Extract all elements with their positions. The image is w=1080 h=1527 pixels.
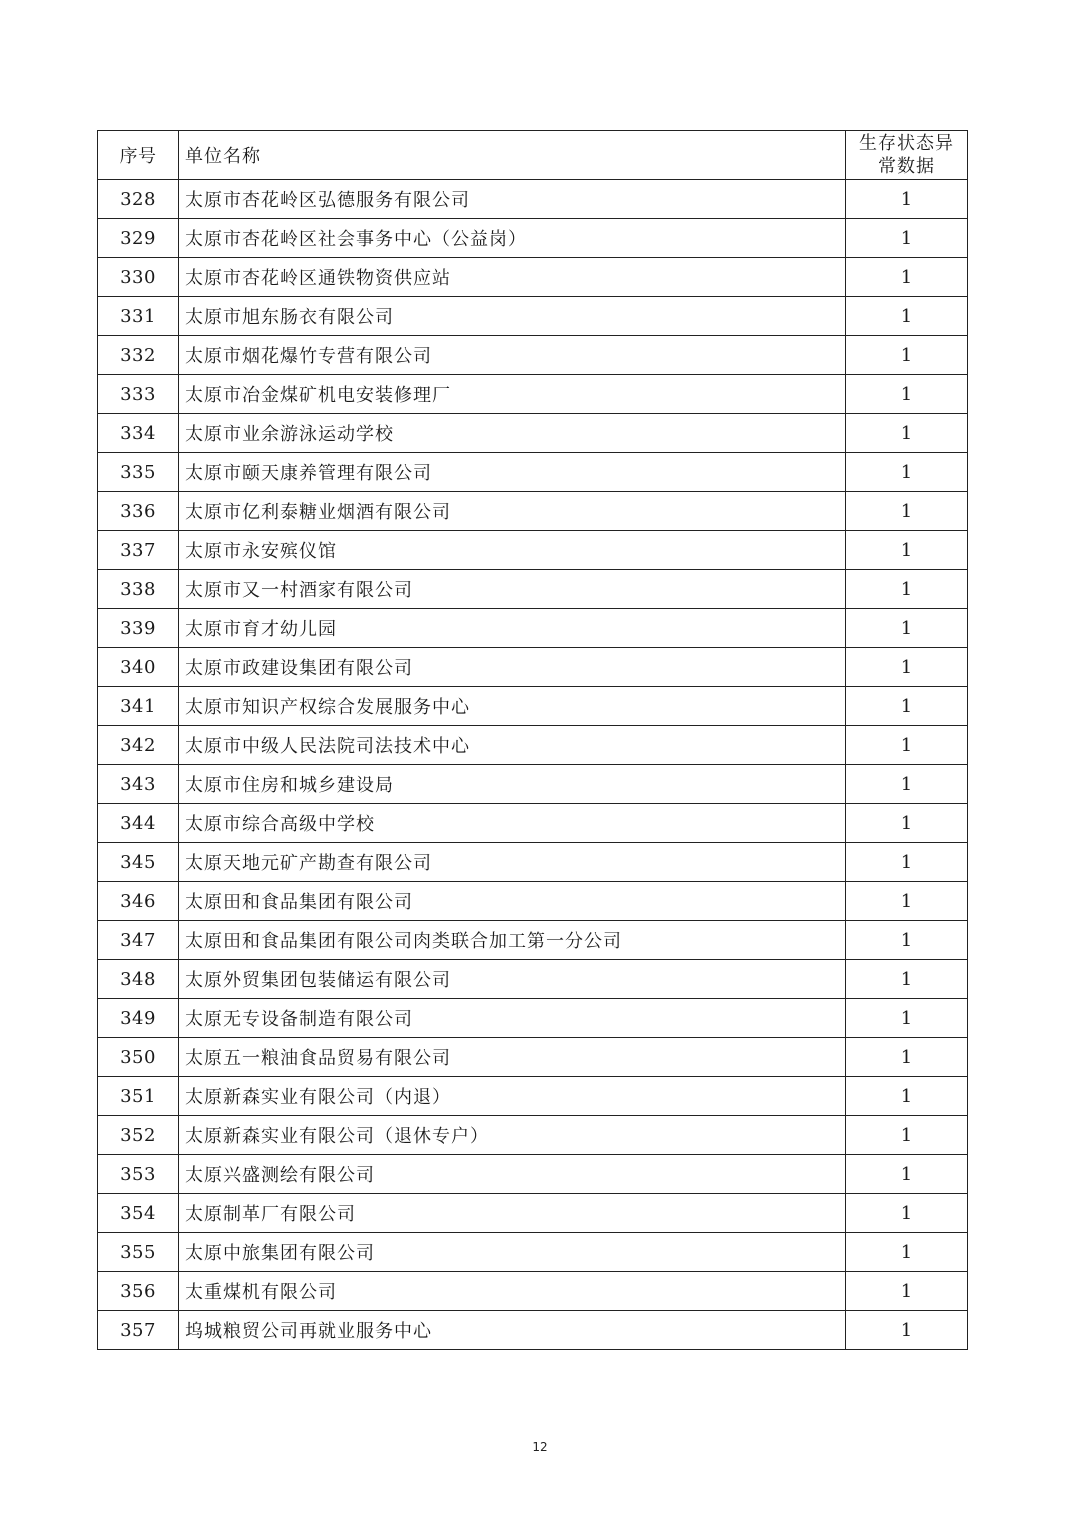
row-abnormal-count: 1 bbox=[846, 687, 968, 726]
row-seq: 348 bbox=[98, 960, 179, 999]
row-abnormal-count: 1 bbox=[846, 960, 968, 999]
row-unit-name: 太原中旅集团有限公司 bbox=[179, 1233, 846, 1272]
header-count-line1: 生存状态异 bbox=[859, 133, 954, 154]
row-seq: 351 bbox=[98, 1077, 179, 1116]
table-row bbox=[98, 726, 968, 765]
row-seq: 338 bbox=[98, 570, 179, 609]
table-row bbox=[98, 375, 968, 414]
row-unit-name: 太原市永安殡仪馆 bbox=[179, 531, 846, 570]
row-seq: 341 bbox=[98, 687, 179, 726]
row-unit-name: 太原五一粮油食品贸易有限公司 bbox=[179, 1038, 846, 1077]
table-row bbox=[98, 258, 968, 297]
document-sheet bbox=[97, 130, 967, 1350]
row-unit-name: 太原田和食品集团有限公司 bbox=[179, 882, 846, 921]
table-row bbox=[98, 921, 968, 960]
row-abnormal-count: 1 bbox=[846, 453, 968, 492]
row-seq: 355 bbox=[98, 1233, 179, 1272]
row-seq: 345 bbox=[98, 843, 179, 882]
row-unit-name: 太原市杏花岭区社会事务中心（公益岗） bbox=[179, 219, 846, 258]
row-unit-name: 太原市业余游泳运动学校 bbox=[179, 414, 846, 453]
row-seq: 339 bbox=[98, 609, 179, 648]
row-unit-name: 太原市杏花岭区弘德服务有限公司 bbox=[179, 180, 846, 219]
row-abnormal-count: 1 bbox=[846, 999, 968, 1038]
row-seq: 330 bbox=[98, 258, 179, 297]
table-row bbox=[98, 960, 968, 999]
row-unit-name: 太重煤机有限公司 bbox=[179, 1272, 846, 1311]
table-row bbox=[98, 609, 968, 648]
table-row bbox=[98, 336, 968, 375]
table-row bbox=[98, 414, 968, 453]
row-unit-name: 太原市住房和城乡建设局 bbox=[179, 765, 846, 804]
row-abnormal-count: 1 bbox=[846, 843, 968, 882]
row-seq: 337 bbox=[98, 531, 179, 570]
row-unit-name: 坞城粮贸公司再就业服务中心 bbox=[179, 1311, 846, 1350]
header-name: 单位名称 bbox=[179, 131, 846, 180]
row-seq: 336 bbox=[98, 492, 179, 531]
row-seq: 354 bbox=[98, 1194, 179, 1233]
row-abnormal-count: 1 bbox=[846, 1272, 968, 1311]
table-row bbox=[98, 570, 968, 609]
table-row bbox=[98, 804, 968, 843]
row-unit-name: 太原市烟花爆竹专营有限公司 bbox=[179, 336, 846, 375]
table-row bbox=[98, 1038, 968, 1077]
row-unit-name: 太原新森实业有限公司（内退） bbox=[179, 1077, 846, 1116]
row-abnormal-count: 1 bbox=[846, 1194, 968, 1233]
row-abnormal-count: 1 bbox=[846, 609, 968, 648]
row-seq: 332 bbox=[98, 336, 179, 375]
header-count bbox=[846, 131, 968, 180]
row-abnormal-count: 1 bbox=[846, 804, 968, 843]
row-abnormal-count: 1 bbox=[846, 882, 968, 921]
row-abnormal-count: 1 bbox=[846, 1311, 968, 1350]
row-unit-name: 太原市杏花岭区通铁物资供应站 bbox=[179, 258, 846, 297]
row-seq: 328 bbox=[98, 180, 179, 219]
row-seq: 356 bbox=[98, 1272, 179, 1311]
row-unit-name: 太原市冶金煤矿机电安装修理厂 bbox=[179, 375, 846, 414]
row-unit-name: 太原天地元矿产勘查有限公司 bbox=[179, 843, 846, 882]
row-unit-name: 太原市旭东肠衣有限公司 bbox=[179, 297, 846, 336]
row-abnormal-count: 1 bbox=[846, 570, 968, 609]
row-abnormal-count: 1 bbox=[846, 726, 968, 765]
row-abnormal-count: 1 bbox=[846, 258, 968, 297]
table-row bbox=[98, 1116, 968, 1155]
row-unit-name: 太原市颐天康养管理有限公司 bbox=[179, 453, 846, 492]
table-row bbox=[98, 1311, 968, 1350]
row-unit-name: 太原市知识产权综合发展服务中心 bbox=[179, 687, 846, 726]
row-seq: 334 bbox=[98, 414, 179, 453]
row-abnormal-count: 1 bbox=[846, 765, 968, 804]
table-row bbox=[98, 1272, 968, 1311]
row-seq: 331 bbox=[98, 297, 179, 336]
row-unit-name: 太原制革厂有限公司 bbox=[179, 1194, 846, 1233]
row-unit-name: 太原新森实业有限公司（退休专户） bbox=[179, 1116, 846, 1155]
row-unit-name: 太原市政建设集团有限公司 bbox=[179, 648, 846, 687]
row-unit-name: 太原市中级人民法院司法技术中心 bbox=[179, 726, 846, 765]
unit-table bbox=[97, 130, 968, 1350]
row-abnormal-count: 1 bbox=[846, 1038, 968, 1077]
header-seq: 序号 bbox=[98, 131, 179, 180]
row-seq: 353 bbox=[98, 1155, 179, 1194]
table-row bbox=[98, 843, 968, 882]
row-seq: 352 bbox=[98, 1116, 179, 1155]
table-body bbox=[98, 180, 968, 1350]
table-row bbox=[98, 765, 968, 804]
table-row bbox=[98, 492, 968, 531]
table-row bbox=[98, 219, 968, 258]
row-abnormal-count: 1 bbox=[846, 180, 968, 219]
table-row bbox=[98, 1194, 968, 1233]
table-row bbox=[98, 180, 968, 219]
row-unit-name: 太原无专设备制造有限公司 bbox=[179, 999, 846, 1038]
row-unit-name: 太原兴盛测绘有限公司 bbox=[179, 1155, 846, 1194]
row-seq: 343 bbox=[98, 765, 179, 804]
row-abnormal-count: 1 bbox=[846, 648, 968, 687]
row-unit-name: 太原外贸集团包装储运有限公司 bbox=[179, 960, 846, 999]
row-abnormal-count: 1 bbox=[846, 336, 968, 375]
row-abnormal-count: 1 bbox=[846, 531, 968, 570]
table-row bbox=[98, 687, 968, 726]
table-row bbox=[98, 453, 968, 492]
table-row bbox=[98, 882, 968, 921]
row-seq: 344 bbox=[98, 804, 179, 843]
row-abnormal-count: 1 bbox=[846, 414, 968, 453]
page-number: 12 bbox=[532, 1440, 548, 1454]
row-seq: 329 bbox=[98, 219, 179, 258]
row-seq: 347 bbox=[98, 921, 179, 960]
row-seq: 357 bbox=[98, 1311, 179, 1350]
table-header-row bbox=[98, 131, 968, 180]
row-seq: 346 bbox=[98, 882, 179, 921]
row-seq: 350 bbox=[98, 1038, 179, 1077]
row-seq: 335 bbox=[98, 453, 179, 492]
table-row bbox=[98, 1077, 968, 1116]
row-unit-name: 太原田和食品集团有限公司肉类联合加工第一分公司 bbox=[179, 921, 846, 960]
table-row bbox=[98, 297, 968, 336]
table-row bbox=[98, 648, 968, 687]
row-abnormal-count: 1 bbox=[846, 219, 968, 258]
row-abnormal-count: 1 bbox=[846, 1116, 968, 1155]
table-row bbox=[98, 1155, 968, 1194]
row-unit-name: 太原市育才幼儿园 bbox=[179, 609, 846, 648]
header-count-line2: 常数据 bbox=[878, 156, 935, 177]
row-unit-name: 太原市亿利泰糖业烟酒有限公司 bbox=[179, 492, 846, 531]
row-abnormal-count: 1 bbox=[846, 1155, 968, 1194]
row-abnormal-count: 1 bbox=[846, 297, 968, 336]
row-seq: 342 bbox=[98, 726, 179, 765]
row-unit-name: 太原市综合高级中学校 bbox=[179, 804, 846, 843]
row-abnormal-count: 1 bbox=[846, 1233, 968, 1272]
row-abnormal-count: 1 bbox=[846, 1077, 968, 1116]
table-row bbox=[98, 531, 968, 570]
row-abnormal-count: 1 bbox=[846, 492, 968, 531]
row-unit-name: 太原市又一村酒家有限公司 bbox=[179, 570, 846, 609]
table-row bbox=[98, 1233, 968, 1272]
row-seq: 349 bbox=[98, 999, 179, 1038]
row-abnormal-count: 1 bbox=[846, 375, 968, 414]
row-seq: 340 bbox=[98, 648, 179, 687]
table-row bbox=[98, 999, 968, 1038]
row-abnormal-count: 1 bbox=[846, 921, 968, 960]
row-seq: 333 bbox=[98, 375, 179, 414]
